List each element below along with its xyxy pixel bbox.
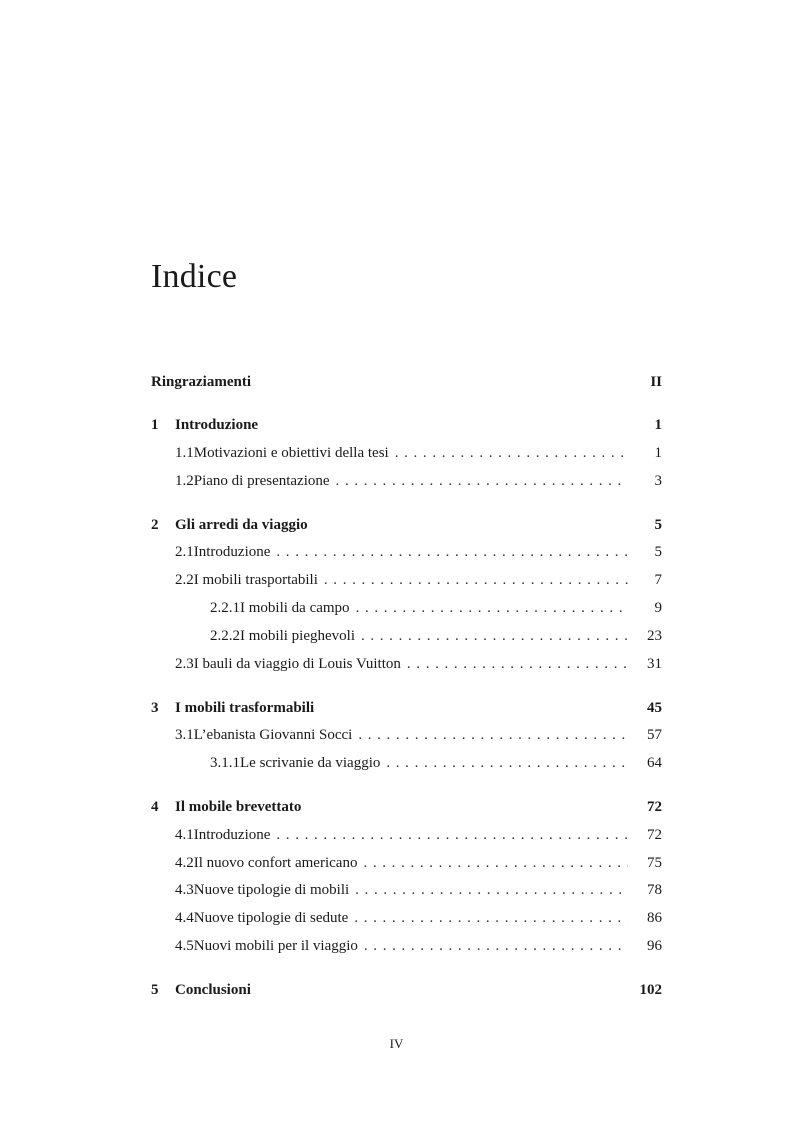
toc-entry-page: 75	[647, 855, 662, 871]
toc-entry-number: 1.2	[175, 473, 194, 489]
toc-entry-title: I mobili trasformabili	[175, 700, 315, 716]
toc-entry-number: 2.2.2	[210, 628, 240, 644]
toc-entry-number: 4.5	[175, 938, 194, 954]
toc-entry-page: 7	[654, 572, 662, 588]
toc-entry-page: 86	[647, 910, 662, 926]
toc-entry-number: 1	[151, 417, 159, 433]
toc-entry-page: 5	[654, 517, 662, 533]
toc-entry-title: Nuovi mobili per il viaggio	[193, 938, 358, 954]
toc-entry-title: I mobili trasportabili	[193, 572, 318, 588]
toc-entry-chapter-1[interactable]	[151, 414, 662, 436]
toc-entry-number: 2.3	[175, 656, 194, 672]
toc-entry-title: Nuove tipologie di sedute	[193, 910, 349, 926]
dot-leader	[354, 907, 628, 929]
dot-leader	[361, 625, 628, 647]
toc-entry-subsection-2-2-2[interactable]	[151, 625, 662, 647]
toc-entry-page: 57	[647, 727, 662, 743]
dot-leader	[363, 852, 628, 874]
toc-entry-title: Ringraziamenti	[151, 374, 251, 390]
toc-entry-page: 23	[647, 628, 662, 644]
toc-entry-title: Introduzione	[175, 417, 259, 433]
toc-entry-page: 45	[647, 700, 662, 716]
toc-entry-page: 1	[654, 445, 662, 461]
toc-entry-page: 72	[647, 827, 662, 843]
dot-leader	[395, 442, 628, 464]
toc-entry-title: I mobili da campo	[240, 600, 350, 616]
toc-entry-section-1-1[interactable]	[151, 442, 662, 464]
toc-entry-title: Nuove tipologie di mobili	[193, 882, 350, 898]
toc-entry-chapter-3[interactable]	[151, 697, 662, 719]
toc-entry-title: L’ebanista Giovanni Socci	[193, 727, 353, 743]
toc-entry-title: I mobili pieghevoli	[240, 628, 355, 644]
page-number: IV	[389, 1036, 404, 1051]
page-title: Indice	[151, 258, 238, 295]
toc-entry-page: 31	[647, 656, 662, 672]
toc-entry-page: 78	[647, 882, 662, 898]
toc-entry-title: Introduzione	[193, 827, 271, 843]
dot-leader	[364, 935, 628, 957]
toc-entry-title: Motivazioni e obiettivi della tesi	[193, 445, 389, 461]
toc-entry-number: 2.1	[175, 544, 194, 560]
dot-leader	[276, 541, 628, 563]
dot-leader	[386, 752, 628, 774]
toc-entry-title: Il nuovo confort americano	[193, 855, 358, 871]
toc-entry-number: 3.1	[175, 727, 194, 743]
toc-entry-number: 1.1	[175, 445, 194, 461]
dot-leader	[407, 653, 628, 675]
toc-entry-section-4-5[interactable]	[151, 935, 662, 957]
toc-entry-section-4-3[interactable]	[151, 879, 662, 901]
toc-entry-number: 2	[151, 517, 159, 533]
toc-entry-page: 102	[639, 982, 662, 998]
dot-leader	[276, 824, 628, 846]
toc-entry-number: 4.3	[175, 882, 194, 898]
dot-leader	[336, 470, 628, 492]
toc-entry-page: 64	[647, 755, 662, 771]
toc-entry-page: 9	[654, 600, 662, 616]
toc-entry-title: Conclusioni	[175, 982, 251, 998]
toc-entry-title: Introduzione	[193, 544, 271, 560]
toc-entry-subsection-3-1-1[interactable]	[151, 752, 662, 774]
toc-entry-section-2-2[interactable]	[151, 569, 662, 591]
toc-entry-number: 4.2	[175, 855, 194, 871]
toc-entry-section-2-3[interactable]	[151, 653, 662, 675]
toc-entry-section-3-1[interactable]	[151, 724, 662, 746]
toc-entry-title: I bauli da viaggio di Louis Vuitton	[193, 656, 401, 672]
toc-entry-number: 2.2	[175, 572, 194, 588]
toc-entry-chapter-2[interactable]	[151, 514, 662, 536]
dot-leader	[356, 597, 628, 619]
toc-entry-number: 5	[151, 982, 159, 998]
toc-entry-page: II	[650, 374, 662, 390]
toc-entry-page: 72	[647, 799, 662, 815]
toc-entry-number: 4.1	[175, 827, 194, 843]
toc-entry-number: 3.1.1	[210, 755, 240, 771]
toc-entry-section-4-1[interactable]	[151, 824, 662, 846]
toc-entry-chapter-4[interactable]	[151, 796, 662, 818]
toc-entry-page: 3	[654, 473, 662, 489]
toc-entry-number: 3	[151, 700, 159, 716]
toc-entry-subsection-2-2-1[interactable]	[151, 597, 662, 619]
toc-entry-section-2-1[interactable]	[151, 541, 662, 563]
toc-entry-title: Gli arredi da viaggio	[175, 517, 308, 533]
toc-entry-title: Le scrivanie da viaggio	[240, 755, 381, 771]
toc-entry-title: Piano di presentazione	[193, 473, 330, 489]
toc-entry-section-4-2[interactable]	[151, 852, 662, 874]
toc-entry-page: 1	[654, 417, 662, 433]
toc-entry-ringraziamenti[interactable]	[151, 371, 662, 393]
toc-entry-number: 4.4	[175, 910, 194, 926]
toc-entry-title: Il mobile brevettato	[175, 799, 302, 815]
toc-entry-chapter-5[interactable]	[151, 979, 662, 1001]
dot-leader	[358, 724, 628, 746]
dot-leader	[355, 879, 628, 901]
toc-entry-number: 4	[151, 799, 159, 815]
toc-entry-number: 2.2.1	[210, 600, 240, 616]
toc-entry-page: 5	[654, 544, 662, 560]
toc-entry-section-4-4[interactable]	[151, 907, 662, 929]
toc-entry-section-1-2[interactable]	[151, 470, 662, 492]
toc-entry-page: 96	[647, 938, 662, 954]
dot-leader	[324, 569, 628, 591]
